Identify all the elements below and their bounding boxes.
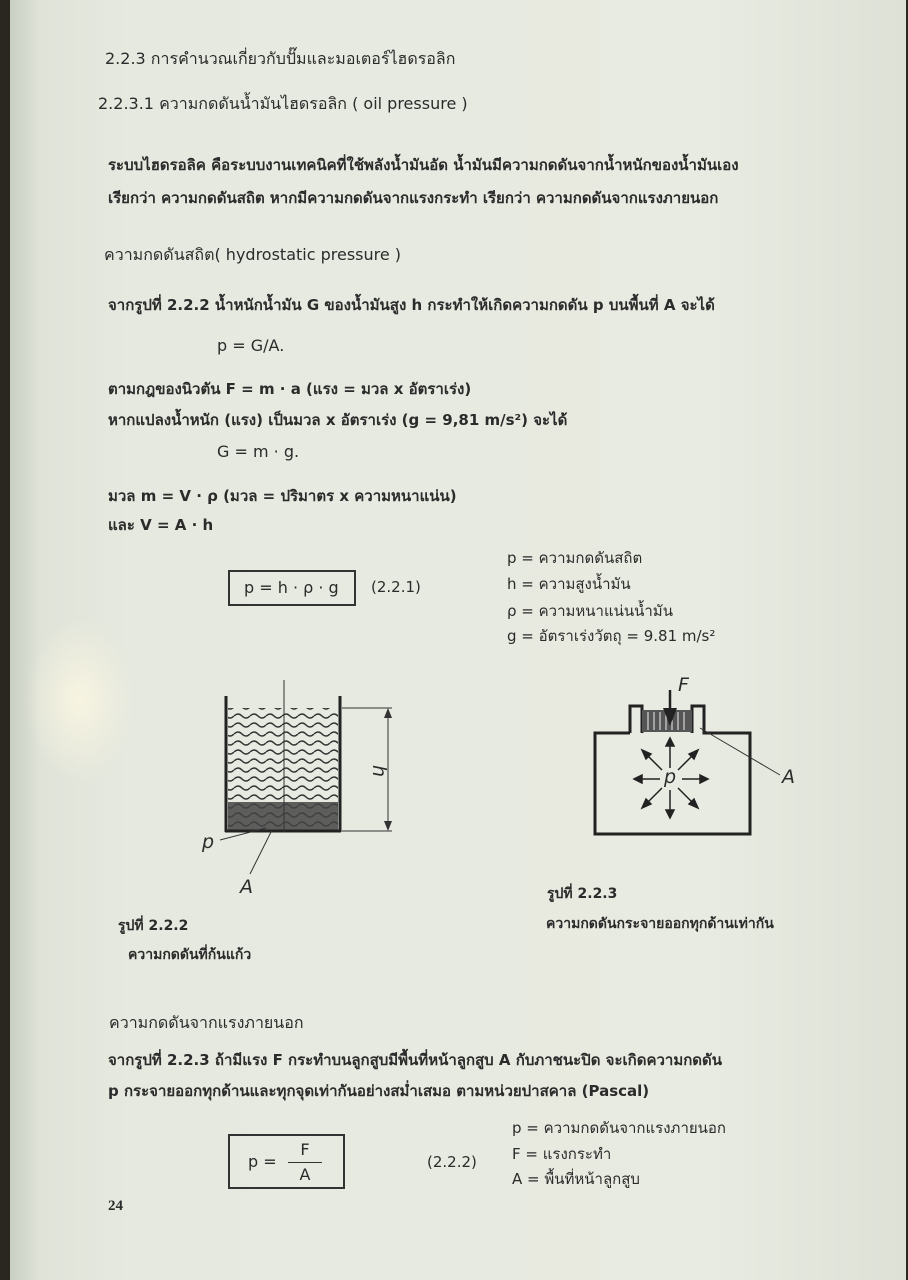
figure1-caption: ความกดดันที่ก้นแก้ว (128, 947, 252, 963)
figure1-caption-number: รูปที่ 2.2.2 (118, 918, 189, 934)
legend-rho: ρ = ความหนาแน่นน้ำมัน (507, 602, 673, 620)
figure2-label-p: p (664, 766, 677, 788)
figure2-caption: ความกดดันกระจายออกทุกด้านเท่ากัน (546, 916, 774, 932)
formula-hydrostatic: p = h · ρ · g (244, 578, 339, 597)
fraction-bar (288, 1162, 322, 1163)
page-number: 24 (108, 1198, 123, 1214)
figure1-label-h: h (368, 764, 391, 778)
equation-p-g-a: p = G/A. (217, 336, 285, 355)
figure2-label-f: F (678, 674, 689, 696)
legend-g: g = อัตราเร่งวัตถุ = 9.81 m/s² (507, 627, 716, 645)
newton-law: ตามกฎของนิวตัน F = m · a (แรง = มวล x อัตราเร่ง) (108, 380, 472, 398)
a-leader-2 (700, 728, 780, 775)
legend2-p: p = ความกดดันจากแรงภายนอก (512, 1119, 726, 1137)
intro-line-1: ระบบไฮดรอลิค คือระบบงานเทคนิคที่ใช้พลังน้ำมันอัด น้ำมันมีความกดดันจากน้ำหนักของน้ำมันเอง (108, 156, 739, 174)
legend2-a: A = พื้นที่หน้าลูกสูบ (512, 1170, 640, 1188)
equation-g-m-g: G = m · g. (217, 442, 300, 461)
volume-equation: และ V = A · h (108, 516, 214, 534)
hydrostatic-title: ความกดดันสถิต( hydrostatic pressure ) (104, 245, 402, 264)
formula-number-2-2-2: (2.2.2) (427, 1153, 477, 1171)
external-title: ความกดดันจากแรงภายนอก (109, 1013, 304, 1032)
document-page (10, 0, 906, 1280)
mass-equation: มวล m = V · ρ (มวล = ปริมาตร x ความหนาแน่น) (108, 487, 457, 505)
hydrostatic-line-1: จากรูปที่ 2.2.2 น้ำหนักน้ำมัน G ของน้ำมันสูง h กระทำให้เกิดความกดดัน p บนพื้นที่ A จะได้ (108, 296, 715, 314)
formula-numerator: F (300, 1140, 310, 1159)
formula-lhs: p = (248, 1152, 277, 1171)
subsection-heading: 2.2.3.1 ความกดดันน้ำมันไฮดรอลิก ( oil pressure ) (98, 94, 468, 113)
legend-p: p = ความกดดันสถิต (507, 549, 643, 567)
weight-conversion: หากแปลงน้ำหนัก (แรง) เป็นมวล x อัตราเร่ง (g = 9,81 m/s²) จะได้ (108, 411, 568, 429)
figure2-caption-number: รูปที่ 2.2.3 (547, 886, 618, 902)
section-heading: 2.2.3 การคำนวณเกี่ยวกับปั๊มและมอเตอร์ไฮดรอลิก (105, 49, 456, 68)
intro-line-2: เรียกว่า ความกดดันสถิต หากมีความกดดันจากแรงกระทำ เรียกว่า ความกดดันจากแรงภายนอก (108, 189, 719, 207)
legend2-f: F = แรงกระทำ (512, 1145, 612, 1163)
formula-denominator: A (299, 1165, 311, 1184)
legend-h: h = ความสูงน้ำมัน (507, 575, 631, 593)
external-line-2: p กระจายออกทุกด้านและทุกจุดเท่ากันอย่างสม่ำเสมอ ตามหน่วยปาสคาล (Pascal) (108, 1082, 650, 1100)
formula-number-2-2-1: (2.2.1) (371, 578, 421, 596)
figure2-label-a: A (782, 766, 795, 788)
external-line-1: จากรูปที่ 2.2.3 ถ้ามีแรง F กระทำบนลูกสูบมีพื้นที่หน้าลูกสูบ A กับภาชนะปิด จะเกิดความกดดัน (108, 1051, 723, 1069)
figure1-label-a: A (240, 876, 253, 898)
figure1-label-p: p (202, 831, 215, 853)
formula-box-2-2-2 (228, 1134, 345, 1189)
